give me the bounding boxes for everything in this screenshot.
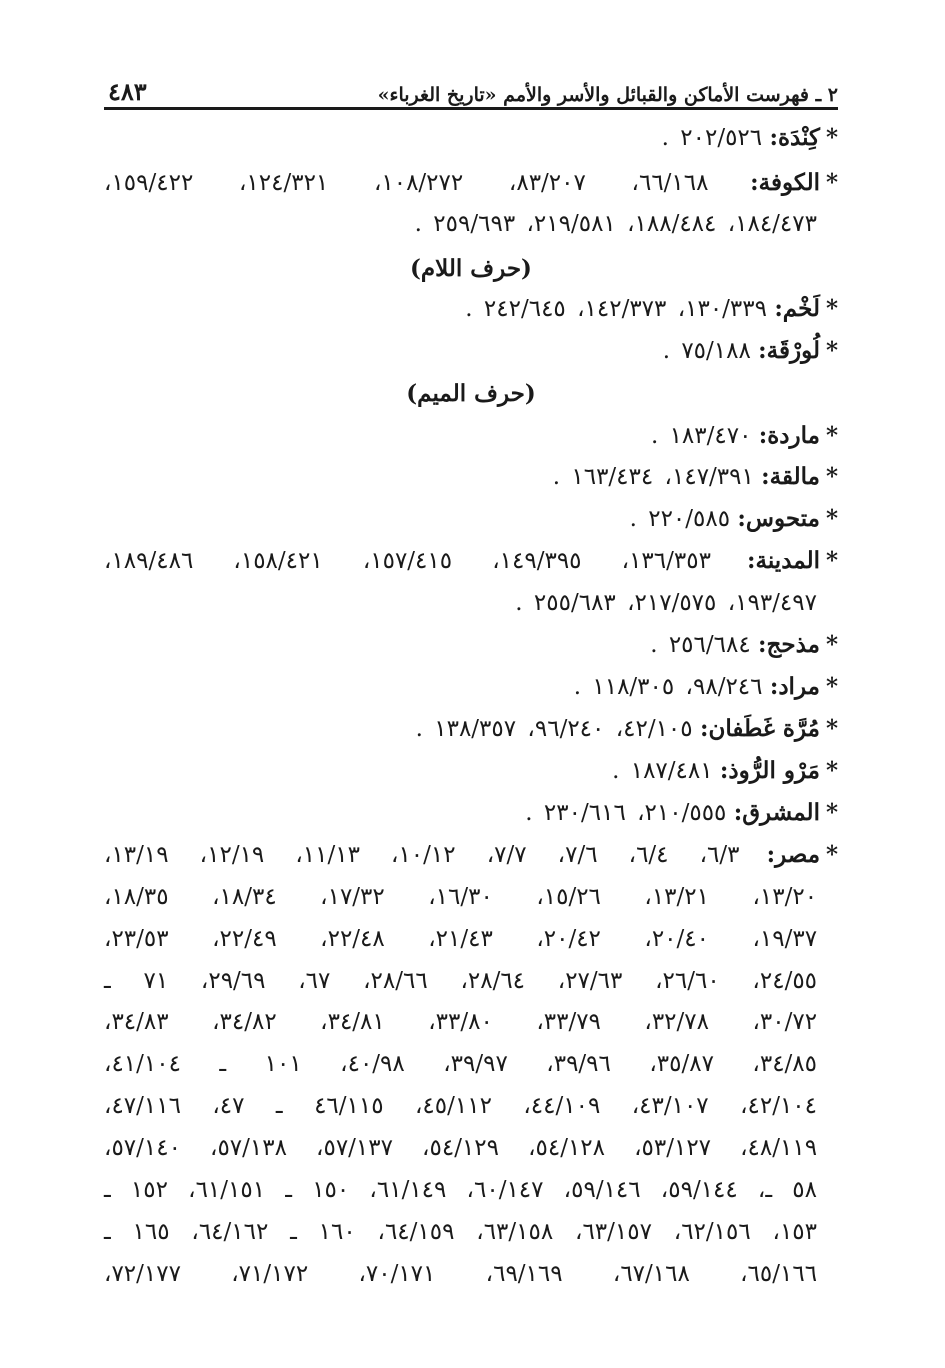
bullet-star-icon: * [825, 295, 838, 322]
section-heading-mim: (حرف الميم) [406, 380, 536, 407]
entry-term: المدينة: [747, 547, 820, 574]
entry-refs: ٧٥/١٨٨ . [662, 338, 751, 364]
bullet-star-icon: * [826, 841, 839, 868]
entry-continuation [104, 881, 817, 913]
index-entry [104, 167, 838, 199]
page-number: ٤٨٣ [108, 77, 147, 106]
entry-term: الكوفة: [750, 169, 820, 196]
index-entry [574, 671, 838, 703]
index-entry [104, 545, 838, 577]
entry-refs: ٢٠٢/٥٢٦ . [661, 125, 763, 151]
bullet-star-icon: * [825, 505, 838, 532]
index-entry [104, 839, 838, 871]
entry-refs: ٢٤/٥٥، ٢٦/٦٠، ٢٧/٦٣، ٢٨/٦٤، ٢٨/٦٦، ٦٧، ٢٩/٦٩، ٧١ ـ [104, 968, 818, 994]
index-entry [651, 420, 838, 452]
bullet-star-icon: * [825, 124, 838, 151]
entry-term: متحوس: [737, 505, 820, 532]
entry-refs: ٢١٠/٥٥٥، ٢٣٠/٦١٦ . [525, 800, 727, 826]
entry-refs: ١٣٦/٣٥٣، ١٤٩/٣٩٥، ١٥٧/٤١٥، ١٥٨/٤٢١، ١٨٩/٤٨٦، [104, 548, 711, 574]
entry-refs: ٢٥٦/٦٨٤ . [650, 632, 751, 658]
entry-refs: ٤٢/١٠٤، ٤٣/١٠٧، ٤٤/١٠٩، ٤٥/١١٢، ٤٦/١١٥ ـ ٤٧، ٤٧/١١٦، [104, 1093, 818, 1119]
header-rule [104, 107, 838, 110]
entry-refs: ٢٢٠/٥٨٥ . [629, 506, 731, 532]
bullet-star-icon: * [825, 422, 838, 449]
index-entry [525, 797, 838, 829]
entry-refs: ١٨٣/٤٧٠ . [650, 423, 752, 449]
index-entry [553, 461, 838, 493]
index-entry [662, 122, 838, 154]
entry-refs: ٣٠/٧٢، ٣٢/٧٨، ٣٣/٧٩، ٣٣/٨٠، ٣٤/٨١، ٣٤/٨٢، ٣٤/٨٣، [104, 1009, 818, 1035]
entry-refs: ٦/٣، ٦/٤، ٧/٦، ٧/٧، ١٠/١٢، ١١/١٣، ١٢/١٩، ١٣/١٩، [104, 842, 740, 868]
entry-continuation [104, 1048, 817, 1080]
entry-refs: ١٣/٢٠، ١٣/٢١، ١٥/٢٦، ١٦/٣٠، ١٧/٣٢، ١٨/٣٤، ١٨/٣٥، [104, 884, 818, 910]
index-entry [416, 713, 838, 745]
entry-refs: ١٨٧/٤٨١ . [612, 758, 713, 784]
entry-refs: ١٩٣/٤٩٧، ٢١٧/٥٧٥، ٢٥٥/٦٨٣ . [515, 590, 817, 616]
entry-continuation [104, 1090, 817, 1122]
bullet-star-icon: * [825, 169, 839, 196]
index-entry [650, 629, 838, 661]
entry-continuation [104, 923, 817, 955]
bullet-star-icon: * [825, 463, 838, 490]
entry-continuation [515, 587, 817, 619]
entry-continuation [104, 965, 817, 997]
entry-continuation [104, 1216, 817, 1248]
entry-refs: ٤٢/١٠٥، ٩٦/٢٤٠، ١٣٨/٣٥٧ . [415, 716, 693, 742]
entry-term: لُورْقَة: [758, 337, 820, 364]
entry-refs: ١٨٤/٤٧٣، ١٨٨/٤٨٤، ٢١٩/٥٨١، ٢٥٩/٦٩٣ . [414, 211, 817, 237]
index-entry [465, 293, 838, 325]
entry-term: مذحج: [758, 631, 820, 658]
entry-refs: ١٤٧/٣٩١، ١٦٣/٤٣٤ . [552, 464, 754, 490]
index-entry [630, 503, 838, 535]
bullet-star-icon: * [825, 715, 838, 742]
entry-continuation [104, 1258, 817, 1290]
entry-continuation [415, 208, 817, 240]
entry-term: مَرْو الرُّوذ: [719, 757, 820, 784]
entry-refs: ٦٥/١٦٦، ٦٧/١٦٨، ٦٩/١٦٩، ٧٠/١٧١، ٧١/١٧٢، ٧٢/١٧٧، [104, 1261, 818, 1287]
entry-term: كِنْدَة: [769, 124, 820, 151]
bullet-star-icon: * [825, 337, 838, 364]
entry-continuation [104, 1174, 817, 1206]
entry-refs: ١٩/٣٧، ٢٠/٤٠، ٢٠/٤٢، ٢١/٤٣، ٢٢/٤٨، ٢٢/٤٩، ٢٣/٥٣، [104, 926, 818, 952]
entry-refs: ١٥٣، ٦٢/١٥٦، ٦٣/١٥٧، ٦٣/١٥٨، ٦٤/١٥٩، ١٦٠ ـ ٦٤/١٦٢، ١٦٥ ـ [104, 1219, 818, 1245]
entry-continuation [104, 1132, 817, 1164]
index-entry [663, 335, 838, 367]
entry-refs: ٦٦/١٦٨، ٨٣/٢٠٧، ١٠٨/٢٧٢، ١٢٤/٣٢١، ١٥٩/٤٢٢، [104, 170, 709, 196]
entry-term: مُرَّة غَطَفان: [699, 715, 820, 742]
entry-term: مراد: [769, 673, 820, 700]
entry-continuation [104, 1006, 817, 1038]
entry-refs: ٤٨/١١٩، ٥٣/١٢٧، ٥٤/١٢٨، ٥٤/١٢٩، ٥٧/١٣٧، ٥٧/١٣٨، ٥٧/١٤٠، [104, 1135, 818, 1161]
running-header [108, 62, 838, 106]
bullet-star-icon: * [825, 547, 839, 574]
entry-term: ماردة: [758, 422, 820, 449]
entry-refs: ٩٨/٢٤٦، ١١٨/٣٠٥ . [573, 674, 763, 700]
entry-refs: ٥٨ ـ، ٥٩/١٤٤، ٥٩/١٤٦، ٦٠/١٤٧، ٦١/١٤٩، ١٥٠ ـ ٦١/١٥١، ١٥٢ ـ [104, 1177, 817, 1203]
entry-refs: ٣٤/٨٥، ٣٥/٨٧، ٣٩/٩٦، ٣٩/٩٧، ٤٠/٩٨، ١٠١ ـ ٤١/١٠٤، [104, 1051, 818, 1077]
bullet-star-icon: * [825, 673, 838, 700]
entry-term: المشرق: [733, 799, 820, 826]
section-heading-lam: (حرف اللام) [410, 255, 532, 282]
bullet-star-icon: * [825, 799, 838, 826]
entry-refs: ١٣٠/٣٣٩، ١٤٢/٣٧٣، ٢٤٢/٦٤٥ . [465, 296, 767, 322]
header-title: ٢ ـ فهرست الأماكن والقبائل والأسر والأمم «تاريخ الغرباء» [377, 84, 838, 106]
bullet-star-icon: * [825, 631, 838, 658]
index-entry [612, 755, 838, 787]
entry-term: مالقة: [761, 463, 820, 490]
entry-term: لَخْم: [774, 295, 820, 322]
bullet-star-icon: * [825, 757, 838, 784]
entry-term: مصر: [766, 841, 821, 868]
